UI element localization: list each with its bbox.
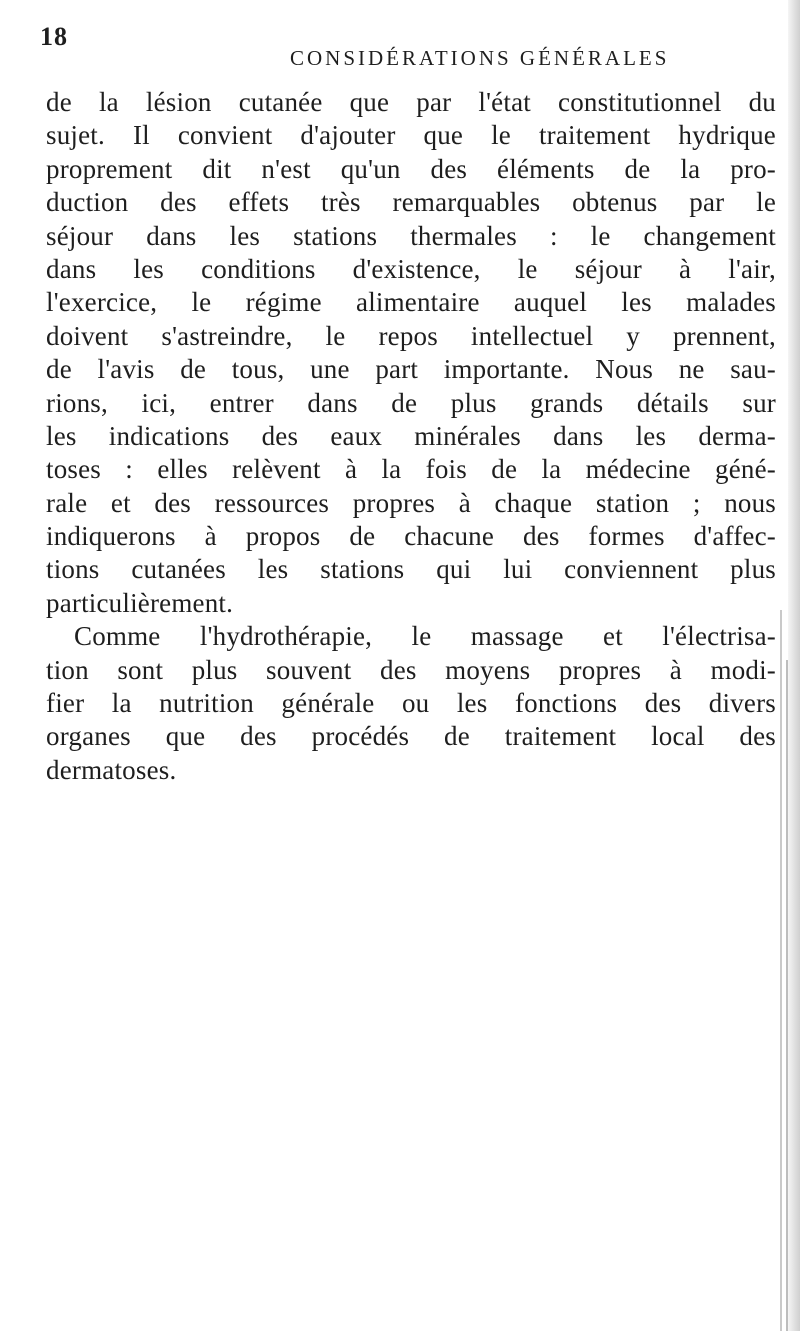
text-line: dans les conditions d'existence, le séjour à l'air, xyxy=(46,253,776,284)
text-line: rale et des ressources propres à chaque station ; nous xyxy=(46,487,776,518)
text-line: proprement dit n'est qu'un des éléments de la pro- xyxy=(46,153,776,184)
text-line: fier la nutrition générale ou les fonctions des divers xyxy=(46,688,776,719)
text-line: rions, ici, entrer dans de plus grands détails sur xyxy=(46,387,776,418)
text-line: organes que des procédés de traitement local des xyxy=(46,721,776,752)
text-line: Comme l'hydrothérapie, le massage et l'électrisa- xyxy=(74,621,776,652)
text-line: dermatoses. xyxy=(46,754,177,785)
text-line: tion sont plus souvent des moyens propres à modi- xyxy=(46,654,776,685)
text-line: de la lésion cutanée que par l'état constitutionnel du xyxy=(46,87,776,117)
text-line: tions cutanées les stations qui lui conviennent plus xyxy=(46,554,776,585)
text-line: l'exercice, le régime alimentaire auquel les malades xyxy=(46,287,776,318)
text-line: indiquerons à propos de chacune des formes d'affec- xyxy=(46,521,776,552)
page-header xyxy=(40,22,780,82)
page-edge-shadow xyxy=(788,0,800,1331)
text-line: duction des effets très remarquables obtenus par le xyxy=(46,187,776,218)
text-line: sujet. Il convient d'ajouter que le traitement hydrique xyxy=(46,120,776,151)
page-edge-line xyxy=(780,610,782,1331)
text-line: doivent s'astreindre, le repos intellectuel y prennent, xyxy=(46,320,776,351)
page-number: 18 xyxy=(40,22,68,51)
body-text xyxy=(46,86,776,787)
running-head: CONSIDÉRATIONS GÉNÉRALES xyxy=(290,46,670,70)
page-edge-line xyxy=(786,660,788,1331)
text-line: particulièrement. xyxy=(46,587,234,618)
text-line: séjour dans les stations thermales : le changement xyxy=(46,220,776,251)
text-line: les indications des eaux minérales dans les derma- xyxy=(46,420,776,451)
text-line: toses : elles relèvent à la fois de la médecine géné- xyxy=(46,454,776,485)
paragraph-1 xyxy=(46,86,776,620)
paragraph-2 xyxy=(46,620,776,787)
text-line: de l'avis de tous, une part importante. Nous ne sau- xyxy=(46,354,776,385)
